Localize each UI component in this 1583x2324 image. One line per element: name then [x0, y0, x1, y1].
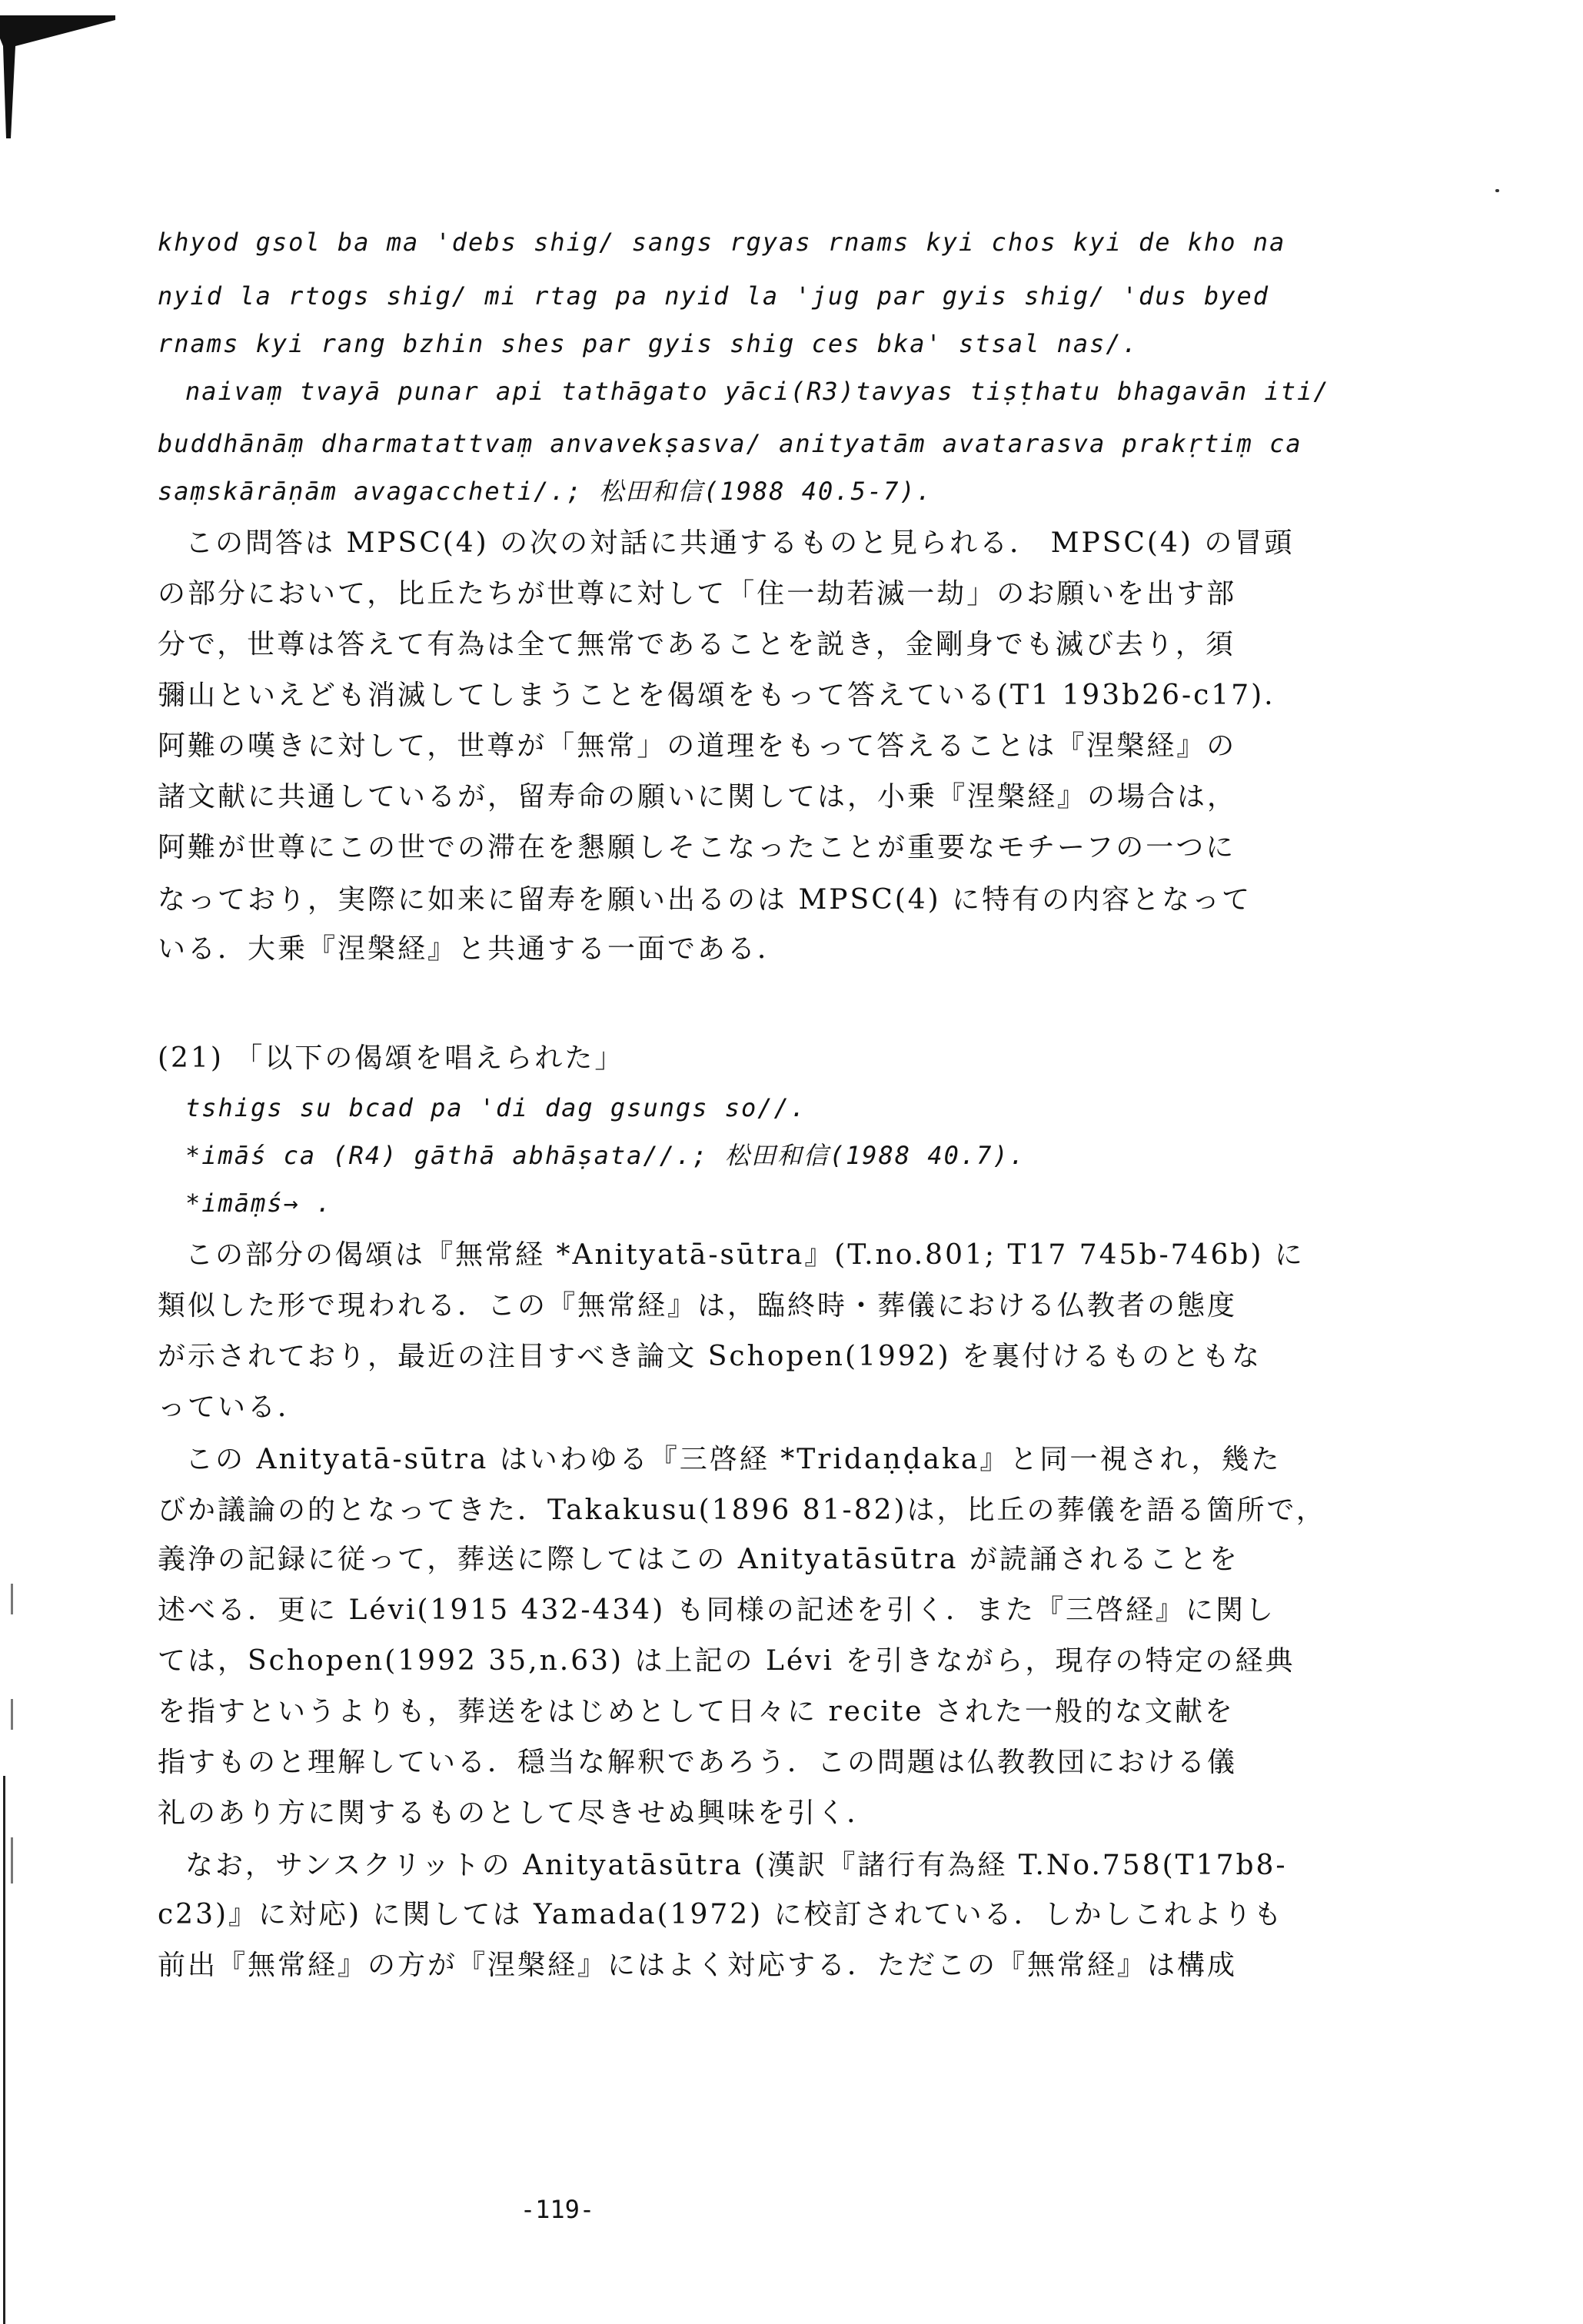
text-line: naivaṃ tvayā punar api tathāgato yāci(R3)tavyas tiṣṭhatu bhagavān iti/ [185, 377, 1330, 406]
text-line: 義浄の記録に従って，葬送に際してはこの Anityatāsūtra が読誦されることを [158, 1544, 1239, 1575]
text-line: rnams kyi rang bzhin shes par gyis shig ces bka' stsal nas/. [158, 329, 1139, 358]
text-line: saṃskārāṇām avagaccheti/.; 松田和信(1988 40.5-7). [158, 477, 933, 506]
scan-edge-line [3, 1776, 5, 2324]
text-line: nyid la rtogs shig/ mi rtag pa nyid la 'jug par gyis shig/ 'dus byed [158, 281, 1270, 311]
text-line: c23)』に対応) に関しては Yamada(1972) に校訂されている．しかしこれよりも [158, 1899, 1284, 1930]
text-line: 彌山といえども消滅してしまうことを偈頌をもって答えている(T1 193b26-c17). [158, 680, 1275, 711]
text-line: 述べる．更に Lévi(1915 432-434) も同様の記述を引く．また『三啓経』に関し [158, 1594, 1275, 1626]
scan-edge-tick [11, 1584, 13, 1614]
scan-speck [1495, 189, 1499, 192]
text-line: っている． [158, 1391, 308, 1423]
text-line: tshigs su bcad pa 'di dag gsungs so//. [185, 1093, 807, 1122]
text-line: 分で，世尊は答えて有為は全て無常であることを説き，金剛身でも滅び去り，須 [158, 629, 1235, 660]
text-line: の部分において，比丘たちが世尊に対して「住一劫若滅一劫」のお願いを出す部 [158, 578, 1237, 610]
text-line: 礼のあり方に関するものとして尽きせぬ興味を引く． [158, 1797, 877, 1829]
text-line: この部分の偈頌は『無常経 *Anityatā-sūtra』(T.no.801; T17 745b-746b) に [185, 1239, 1305, 1271]
document-page [158, 0, 1357, 2324]
text-line: *imāś ca (R4) gāthā abhāṣata//.; 松田和信(1988 40.7). [185, 1141, 1026, 1170]
text-line: buddhānāṃ dharmatattvaṃ anvavekṣasva/ anityatām avatarasva prakṛtiṃ ca [158, 429, 1302, 458]
text-line: khyod gsol ba ma 'debs shig/ sangs rgyas rnams kyi chos kyi de kho na [158, 228, 1286, 257]
text-line: 指すものと理解している．穏当な解釈であろう．この問題は仏教教団における儀 [158, 1747, 1238, 1778]
text-line: びか議論の的となってきた．Takakusu(1896 81-82)は，比丘の葬儀を語る箇所で， [158, 1494, 1326, 1526]
scan-edge-tick [11, 1837, 13, 1883]
text-line: ては，Schopen(1992 35,n.63) は上記の Lévi を引きながら，現存の特定の経典 [158, 1645, 1295, 1677]
text-line: なっており，実際に如来に留寿を願い出るのは MPSC(4) に特有の内容となって [158, 884, 1252, 916]
text-line: 阿難の嘆きに対して，世尊が「無常」の道理をもって答えることは『涅槃経』の [158, 730, 1237, 762]
text-line: が示されており，最近の注目すべき論文 Schopen(1992) を裏付けるものともな [158, 1341, 1262, 1372]
text-line: 諸文献に共通しているが，留寿命の願いに関しては，小乗『涅槃経』の場合は， [158, 781, 1238, 813]
text-line: 類似した形で現われる．この『無常経』は，臨終時・葬儀における仏教者の態度 [158, 1290, 1238, 1322]
text-line: この問答は MPSC(4) の次の対話に共通するものと見られる． MPSC(4) の冒頭 [185, 527, 1295, 559]
text-line: (21) 「以下の偈頌を唱えられた」 [158, 1042, 625, 1074]
scan-corner-mark [0, 15, 115, 138]
text-line: いる．大乗『涅槃経』と共通する一面である． [158, 933, 788, 965]
text-line: この Anityatā-sūtra はいわゆる『三啓経 *Tridaṇḍaka』と同一視され，幾た [185, 1444, 1282, 1475]
text-line: を指すというよりも，葬送をはじめとして日々に recite された一般的な文献を [158, 1696, 1235, 1727]
text-line: 阿難が世尊にこの世での滞在を懇願しそこなったことが重要なモチーフの一つに [158, 832, 1236, 863]
scan-edge-tick [11, 1699, 13, 1730]
page-number: -119- [520, 2195, 595, 2224]
text-line: *imāṃś→ . [185, 1189, 333, 1218]
text-line: 前出『無常経』の方が『涅槃経』にはよく対応する．ただこの『無常経』は構成 [158, 1950, 1238, 1981]
text-line: なお，サンスクリットの Anityatāsūtra (漢訳『諸行有為経 T.No.758(T17b8- [185, 1850, 1288, 1881]
